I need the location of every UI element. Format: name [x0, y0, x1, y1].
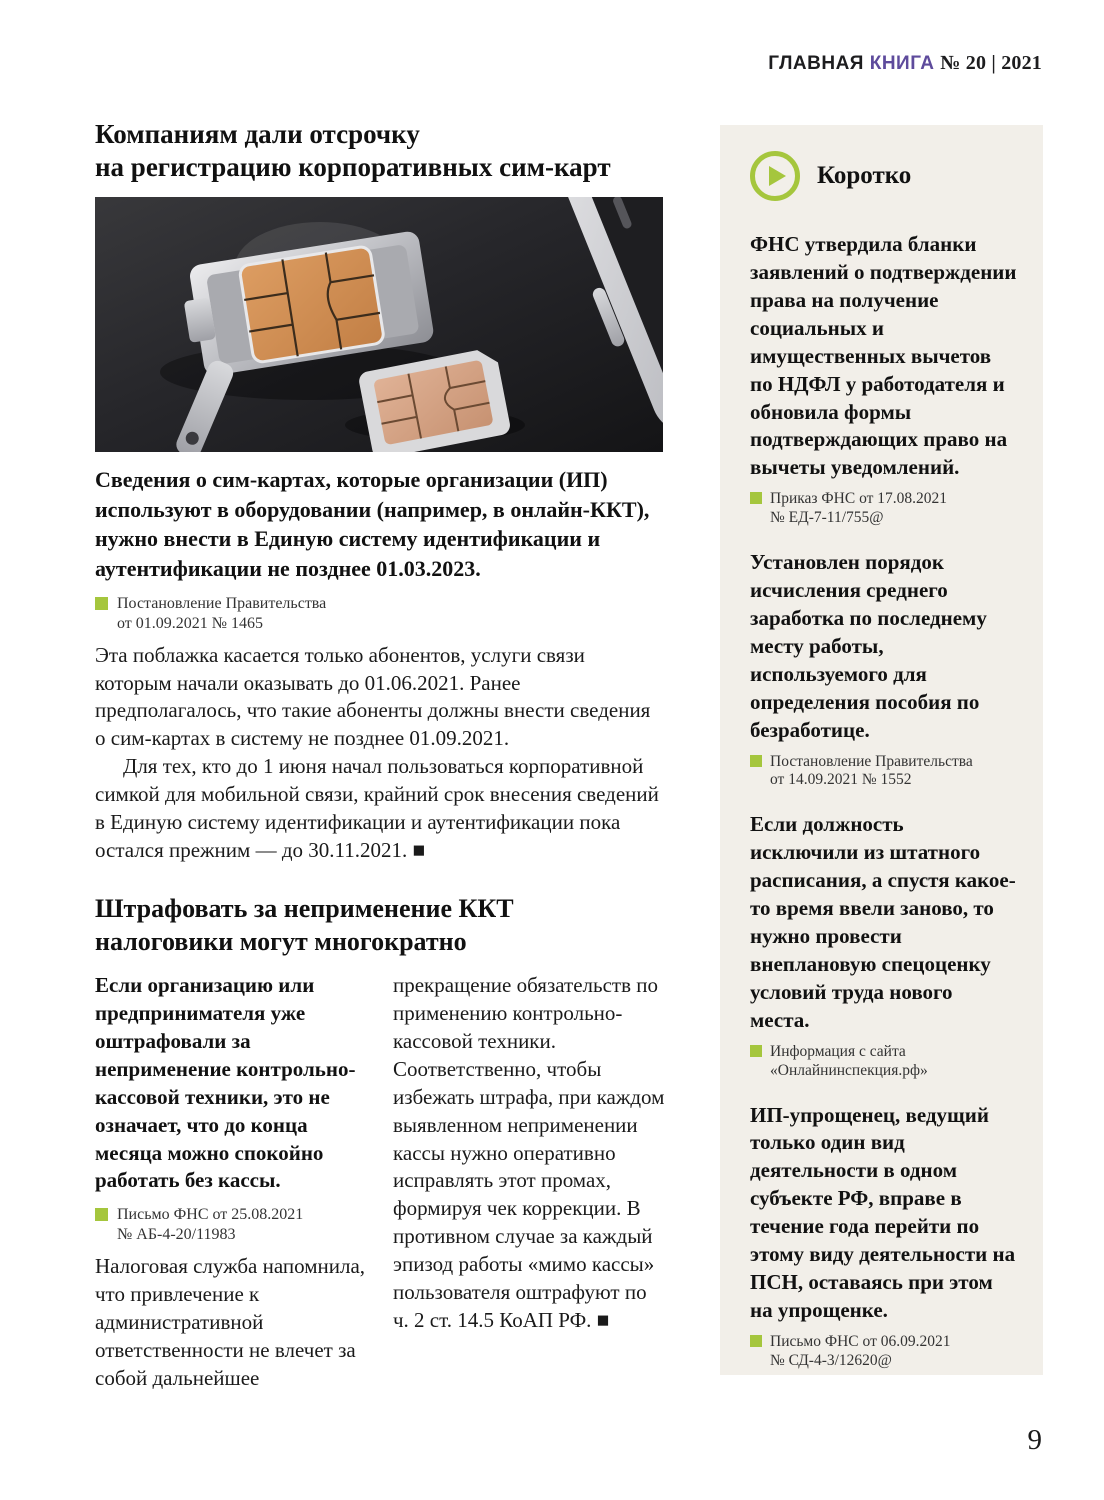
sidebar-item-source-line2: № ЕД-7-11/755@	[770, 509, 884, 527]
sidebar-item-text: Если должность исключили из штатного расписания, а спустя какое-то время ввели заново, то нужно провести внеплановую спецоценку условий труда нового места.	[750, 812, 1016, 1032]
sidebar-item-source-line1: Постановление Правительства	[770, 752, 973, 770]
sidebar-title: Коротко	[817, 162, 912, 189]
sidebar-item	[750, 1102, 1017, 1371]
sidebar-item-source-line1: Приказ ФНС от 17.08.2021	[770, 490, 948, 508]
sidebar-item-text: Установлен порядок исчисления среднего заработка по последнему месту работы, используемого для определения пособия по безработице.	[750, 550, 987, 742]
sim-cards-photo	[95, 197, 663, 452]
article1-title-line2: на регистрацию корпоративных сим-карт	[95, 151, 611, 182]
sidebar-item-source	[750, 1043, 1017, 1081]
article1-source-line1: Постановление Правительства	[117, 594, 327, 612]
masthead-part1: ГЛАВНАЯ	[768, 53, 864, 74]
article2-source-line2: № АБ-4-20/11983	[117, 1226, 236, 1244]
article2-column-right	[393, 972, 665, 1393]
article1-paragraph-1: Эта поблажка касается только абонентов, услуги связи которым начали оказывать до 01.06.2021. Ранее предполагалось, что такие абоненты должны внести сведения о сим-картах в систему не позднее 01.09.2021.	[95, 642, 651, 751]
green-square-bullet-icon	[95, 1208, 108, 1221]
sidebar-item-source-line1: Письмо ФНС от 06.09.2021	[770, 1332, 951, 1350]
main-column	[95, 118, 665, 1393]
article1-body	[95, 642, 665, 865]
green-square-bullet-icon	[95, 597, 108, 610]
article2-column-left	[95, 972, 367, 1393]
article1-lead: Сведения о сим-картах, которые организации (ИП) используют в оборудовании (например, в онлайн-ККТ), нужно внести в Единую систему идентификации и аутентификации не позднее 01.03.2023.	[95, 466, 650, 581]
article2-source-line1: Письмо ФНС от 25.08.2021	[117, 1206, 304, 1224]
article1-source-line2: от 01.09.2021 № 1465	[117, 614, 264, 632]
article1-paragraph-2: Для тех, кто до 1 июня начал пользоваться корпоративной симкой для мобильной связи, крайний срок внесения сведений в Единую систему идентификации и аутентификации пока остался прежним — до 30.11.2021. ■	[95, 754, 659, 863]
sidebar-item-source	[750, 1333, 1017, 1371]
article2-title-line2: налоговики могут многократно	[95, 926, 467, 956]
green-square-bullet-icon	[750, 755, 762, 767]
sidebar-header	[750, 151, 1017, 201]
masthead	[768, 52, 1042, 75]
article2-lead: Если организацию или предпринимателя уже оштрафовали за неприменение контрольно-кассовой техники, это не означает, что до конца месяца можно спокойно работать без кассы.	[95, 973, 356, 1193]
green-square-bullet-icon	[750, 492, 762, 504]
page-number: 9	[1027, 1424, 1042, 1456]
masthead-part2: КНИГА	[869, 53, 935, 74]
play-triangle-icon	[769, 166, 786, 186]
sidebar-item-source	[750, 753, 1017, 791]
sidebar-item-source-line2: «Онлайнинспекция.рф»	[770, 1061, 928, 1079]
sidebar-item-source-line2: № СД-4-3/12620@	[770, 1351, 892, 1369]
article1-title-line1: Компаниям дали отсрочку	[95, 119, 420, 149]
sidebar-item-text: ИП-упрощенец, ведущий только один вид деятельности в одном субъекте РФ, вправе в течение года перейти по этому виду деятельности на ПСН, оставаясь при этом на упрощенке.	[750, 1102, 1016, 1323]
sidebar-item	[750, 811, 1017, 1080]
korotko-sidebar	[720, 125, 1043, 1375]
sim-cards-photo-illustration	[95, 197, 663, 452]
sidebar-item-source-line2: от 14.09.2021 № 1552	[770, 771, 912, 789]
sidebar-item	[750, 549, 1017, 790]
sidebar-item-text: ФНС утвердила бланки заявлений о подтверждении права на получение социальных и имущественных вычетов по НДФЛ у работодателя и обновила формы подтверждающих право на вычеты уведомлений.	[750, 232, 1017, 480]
sidebar-item	[750, 231, 1017, 528]
article1-title	[95, 118, 665, 184]
article2-column-right-text: прекращение обязательств по применению контрольно-кассовой техники. Соответственно, чтобы избежать штрафа, при каждом выявленном неприменении кассы нужно оперативно исправлять этот промах, формируя чек коррекции. В противном случае за каждый эпизод работы «мимо кассы» пользователя оштрафуют по ч. 2 ст. 14.5 КоАП РФ. ■	[393, 973, 665, 1333]
masthead-issue: № 20 | 2021	[940, 52, 1042, 74]
article2-column-left-text: Налоговая служба напомнила, что привлечение к административной ответственности не влечет за собой дальнейшее	[95, 1254, 366, 1391]
play-icon	[750, 151, 800, 201]
sidebar-item-source-line1: Информация с сайта	[770, 1042, 906, 1060]
green-square-bullet-icon	[750, 1045, 762, 1057]
article2-source	[95, 1205, 367, 1245]
article2-title-line1: Штрафовать за неприменение ККТ	[95, 894, 514, 923]
sidebar-item-source	[750, 490, 1017, 528]
article2-columns	[95, 972, 665, 1393]
green-square-bullet-icon	[750, 1335, 762, 1347]
article2-title	[95, 893, 665, 958]
article1-source	[95, 594, 665, 634]
